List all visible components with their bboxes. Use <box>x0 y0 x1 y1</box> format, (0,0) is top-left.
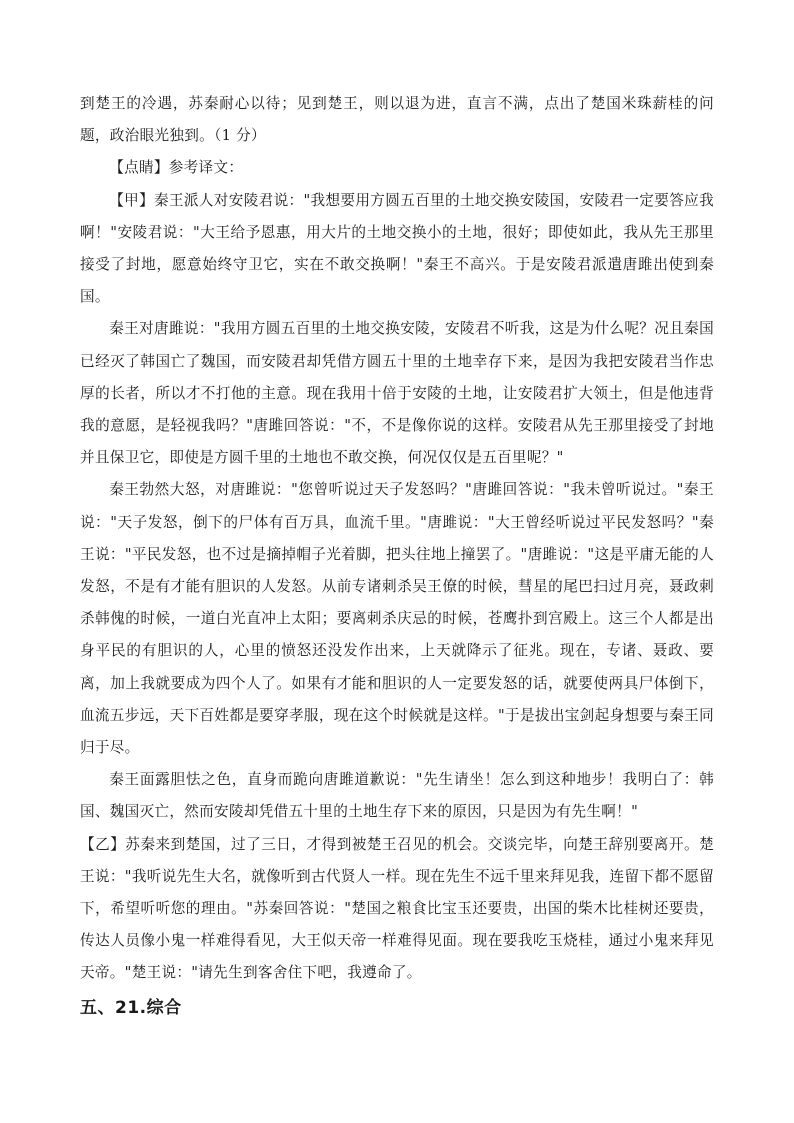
paragraph-translation-jia-3: 秦王勃然大怒，对唐雎说："您曾听说过天子发怒吗？"唐雎回答说："我未曾听说过。"秦王说："天子发怒，倒下的尸体有百万具，血流千里。"唐雎说："大王曾经听说过平民发怒吗？"秦王说："平民发怒，也不过是摘掉帽子光着脚，把头往地上撞罢了。"唐雎说："这是平庸无能的人发怒，不是有才能有胆识的人发怒。从前专诸刺杀吴王僚的时候，彗星的尾巴扫过月亮，聂政刺杀韩傀的时候，一道白光直冲上太阳；要离刺杀庆忌的时候，苍鹰扑到宫殿上。这三个人都是出身平民的有胆识的人，心里的愤怒还没发作出来，上天就降示了征兆。现在，专诸、聂政、要离，加上我就要成为四个人了。如果有才能和胆识的人一定要发怒的话，就要使两具尸体倒下，血流五步远，天下百姓都是要穿孝服，现在这个时候就是这样。"于是拔出宝剑起身想要与秦王同归于尽。 <box>80 481 714 757</box>
paragraph-translation-jia-4: 秦王面露胆怯之色，直身而跪向唐雎道歉说："先生请坐！怎么到这种地步！我明白了：韩国、魏国灭亡，然而安陵却凭借五十里的土地生存下来的原因，只是因为有先生啊！" <box>80 771 714 821</box>
paragraph-answer-tail: 到楚王的冷遇，苏秦耐心以待；见到楚王，则以退为进，直言不满，点出了楚国米珠薪桂的问题，政治眼光独到。（1 分） <box>80 95 714 145</box>
paragraph-commentary-label: 【点睛】参考译文： <box>109 159 244 177</box>
section-heading: 五、21.综合 <box>80 997 182 1018</box>
paragraph-translation-yi: 【乙】苏秦来到楚国，过了三日，才得到被楚王召见的机会。交谈完毕，向楚王辞别要离开。楚王说："我听说先生大名，就像听到古代贤人一样。现在先生不远千里来拜见我，连留下都不愿留下，希望听听您的理由。"苏秦回答说："楚国之粮食比宝玉还要贵，出国的柴木比桂树还要贵，传达人员像小鬼一样难得看见，大王似天帝一样难得见面。现在要我吃玉烧桂，通过小鬼来拜见天帝。"楚王说："请先生到客舍住下吧，我遵命了。 <box>80 835 714 982</box>
paragraph-translation-jia-2: 秦王对唐雎说："我用方圆五百里的土地交换安陵，安陵君不听我，这是为什么呢？况且秦国已经灭了韩国亡了魏国，而安陵君却凭借方圆五十里的土地幸存下来，是因为我把安陵君当作忠厚的长者，所以才不打他的主意。现在我用十倍于安陵的土地，让安陵君扩大领土，但是他违背我的意愿，是轻视我吗？"唐雎回答说："不，不是像你说的这样。安陵君从先王那里接受了封地并且保卫它，即使是方圆千里的土地也不敢交换，何况仅仅是五百里呢？" <box>80 320 714 467</box>
paragraph-translation-jia-1: 【甲】秦王派人对安陵君说："我想要用方圆五百里的土地交换安陵国，安陵君一定要答应我啊！"安陵君说："大王给予恩惠，用大片的土地交换小的土地，很好；即使如此，我从先王那里接受了封地，愿意始终守卫它，实在不敢交换啊！"秦王不高兴。于是安陵君派遣唐雎出使到秦国。 <box>80 191 714 306</box>
